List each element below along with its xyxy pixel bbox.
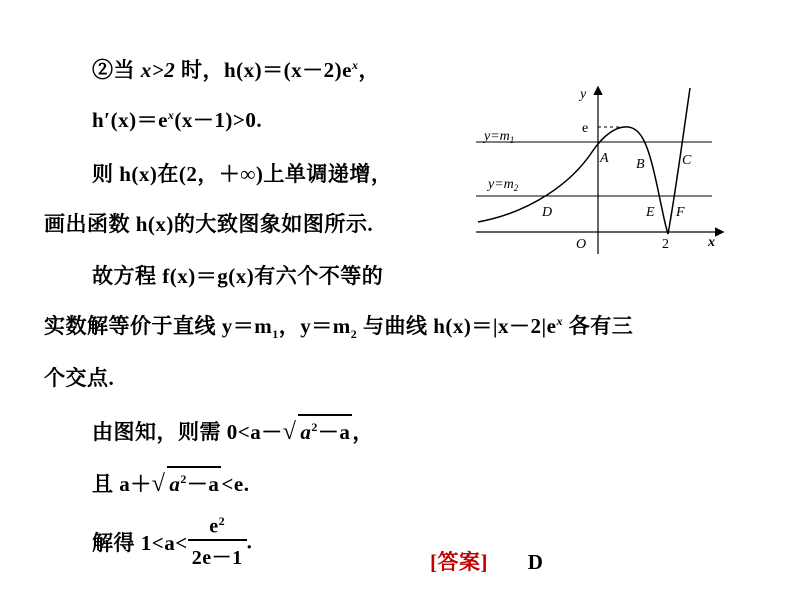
e-label: e <box>582 121 589 136</box>
text-segment: (x－1)>0. <box>174 108 263 132</box>
derivative: h′(x)＝e <box>92 108 168 132</box>
point-a-label: A <box>600 151 609 166</box>
label-text: y=m <box>488 177 514 192</box>
text-segment: 个交点. <box>44 366 115 390</box>
text-segment: －a <box>186 472 220 496</box>
text-line-5 <box>92 260 383 290</box>
text-segment: 解得 1<a< <box>92 530 188 555</box>
inequality-left: 由图知，则需 0<a－ <box>92 420 283 444</box>
text-segment: e <box>209 515 219 538</box>
text-segment: ， <box>352 420 374 444</box>
curve-h <box>478 88 690 234</box>
point-f-label: F <box>676 205 685 220</box>
text-line-10 <box>92 514 252 570</box>
subscript: 1 <box>272 327 279 342</box>
exponent: x <box>351 58 359 72</box>
text-segment: ，y＝m <box>278 314 351 338</box>
text-segment: <e. <box>221 472 250 496</box>
answer-label: [答案] <box>430 550 488 574</box>
exponent: 2 <box>180 472 187 486</box>
line-m1-label <box>482 129 514 145</box>
function-graph <box>472 82 732 257</box>
text-segment: . <box>246 529 253 554</box>
text-line-6 <box>44 310 633 342</box>
radicand <box>167 466 221 498</box>
answer-row <box>430 546 543 576</box>
point-e-label: E <box>646 205 655 220</box>
function-definition: h(x)＝(x－2)e <box>223 58 352 82</box>
monotonic-statement: 则 h(x)在(2，＋∞)上单调递增， <box>92 162 393 186</box>
radicand <box>298 414 352 446</box>
text-segment: 时， <box>175 58 224 82</box>
text-line-7 <box>44 362 114 392</box>
text-segment: 各有三 <box>563 314 634 338</box>
text-segment: 与曲线 h(x)＝|x－2|e <box>357 314 557 338</box>
text-segment: a <box>300 420 312 444</box>
text-segment: ， <box>358 58 380 82</box>
condition: x>2 <box>140 58 176 82</box>
case-marker: ②当 <box>92 58 141 82</box>
subscript: 2 <box>350 327 358 342</box>
text-line-8 <box>92 414 374 446</box>
equation-statement: 故方程 f(x)＝g(x)有六个不等的 <box>92 264 384 288</box>
label-text: y=m <box>484 129 510 144</box>
answer-value: D <box>527 550 544 574</box>
fraction-denominator: 2e－1 <box>191 546 243 569</box>
label-subscript: 2 <box>513 183 519 193</box>
square-root: √ $a^2-a$ <box>283 414 353 446</box>
exponent: 2 <box>311 420 318 434</box>
line-m2-label <box>486 177 519 193</box>
text-line-3 <box>92 158 392 188</box>
exponent: x <box>167 108 175 122</box>
text-segment: －a <box>317 420 351 444</box>
x-axis-label: x <box>708 235 715 250</box>
text-segment: 实数解等价于直线 y＝m <box>44 314 273 338</box>
point-d-label: D <box>542 205 553 220</box>
point-c-label: C <box>682 153 692 168</box>
text-line-1 <box>92 54 380 84</box>
tick-label-2: 2 <box>662 237 669 252</box>
fraction <box>188 514 247 570</box>
fraction-numerator <box>188 514 247 541</box>
graph-statement: 画出函数 h(x)的大致图象如图所示. <box>44 212 374 236</box>
square-root: √ $a^2-a$ <box>152 466 222 498</box>
text-line-2 <box>92 104 262 134</box>
label-subscript: 1 <box>509 135 515 145</box>
origin-label: O <box>576 237 587 252</box>
exponent: x <box>556 314 563 328</box>
point-b-label: B <box>636 157 645 172</box>
text-segment: a <box>169 472 181 496</box>
text-line-4 <box>44 208 373 238</box>
exponent: 2 <box>218 514 226 528</box>
text-line-9 <box>92 466 249 498</box>
text-segment: 且 a＋ <box>92 472 152 496</box>
y-axis-label: y <box>580 87 587 102</box>
